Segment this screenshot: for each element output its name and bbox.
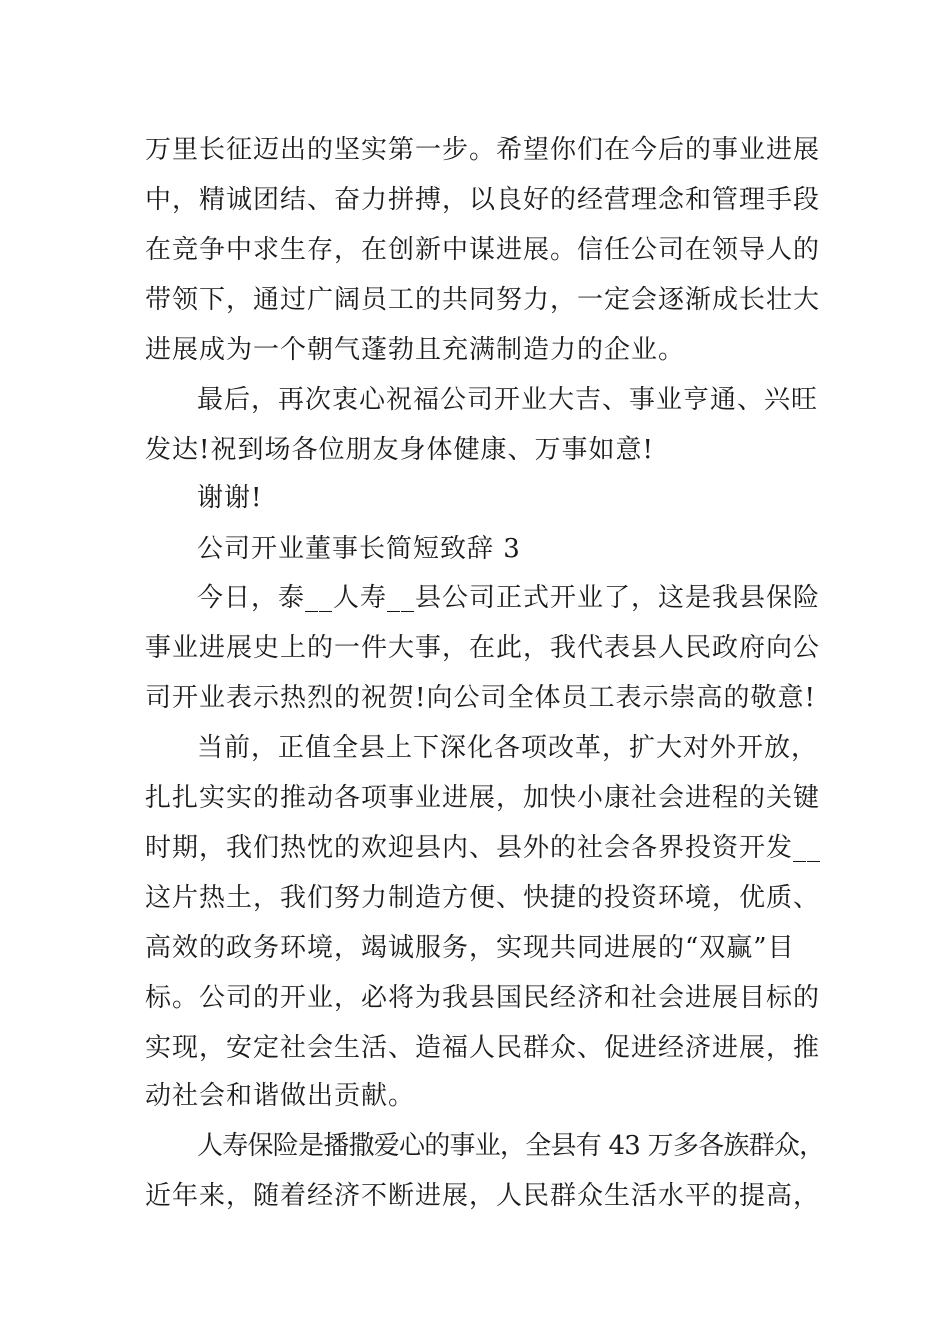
text-line: 动社会和谐做出贡献。 xyxy=(145,1081,416,1111)
text-line: 人寿保险是播撒爱心的事业，全县有 43 万多各族群众， xyxy=(197,1131,825,1161)
text-line: 中，精诚团结、奋力拼搏，以良好的经营理念和管理手段 xyxy=(145,185,821,215)
text-line: 这片热土，我们努力制造方便、快捷的投资环境，优质、 xyxy=(145,883,821,913)
text-line: 进展成为一个朝气蓬勃且充满制造力的企业。 xyxy=(145,335,686,365)
text-line: 万里长征迈出的坚实第一步。希望你们在今后的事业进展 xyxy=(145,135,821,165)
text-line: 谢谢! xyxy=(197,483,263,513)
text-line: 司开业表示热烈的祝贺!向公司全体员工表示崇高的敬意! xyxy=(145,683,816,713)
section-heading: 公司开业董事长简短致辞 3 xyxy=(197,534,521,564)
text-line: 发达!祝到场各位朋友身体健康、万事如意! xyxy=(145,435,654,465)
text-line: 事业进展史上的一件大事，在此，我代表县人民政府向公 xyxy=(145,633,821,663)
text-line: 近年来，随着经济不断进展，人民群众生活水平的提高， xyxy=(145,1181,821,1211)
text-line: 当前，正值全县上下深化各项改革，扩大对外开放， xyxy=(197,733,819,763)
text-line: 带领下，通过广阔员工的共同努力，一定会逐渐成长壮大 xyxy=(145,285,821,315)
text-line: 最后，再次衷心祝福公司开业大吉、事业亨通、兴旺 xyxy=(197,385,819,415)
text-line: 扎扎实实的推动各项事业进展，加快小康社会进程的关键 xyxy=(145,783,821,813)
text-line: 实现，安定社会生活、造福人民群众、促进经济进展，推 xyxy=(145,1033,821,1063)
text-line: 今日，泰__人寿__县公司正式开业了，这是我县保险 xyxy=(197,583,821,613)
text-line: 时期，我们热忱的欢迎县内、县外的社会各界投资开发__ xyxy=(145,833,822,863)
text-line: 高效的政务环境，竭诚服务，实现共同进展的“双赢”目 xyxy=(145,933,795,963)
text-line: 标。公司的开业，必将为我县国民经济和社会进展目标的 xyxy=(145,983,821,1013)
text-line: 在竞争中求生存，在创新中谋进展。信任公司在领导人的 xyxy=(145,235,821,265)
